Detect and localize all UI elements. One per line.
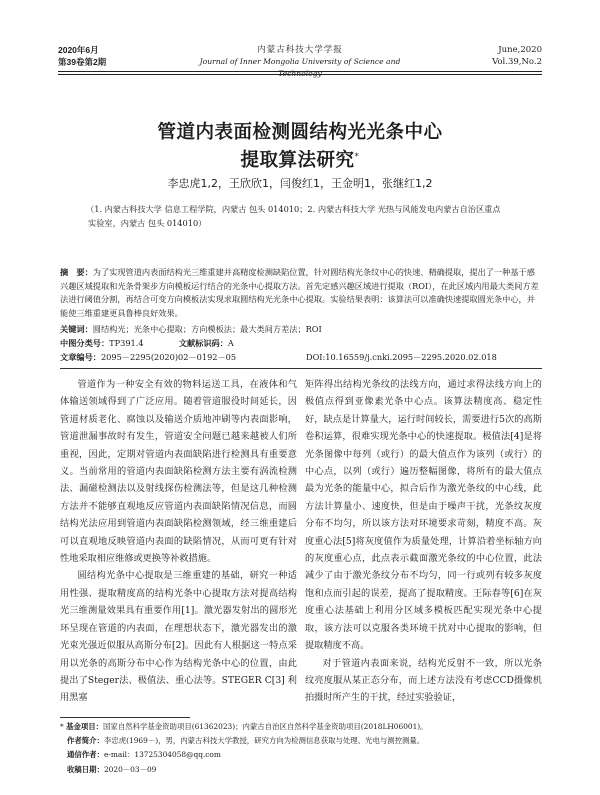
keywords: [60, 323, 542, 335]
header-journal-en: Journal of Inner Mongolia University of Science and Technology: [199, 57, 401, 78]
paper-title: [60, 120, 540, 173]
abstract-bottom-rule: [60, 368, 542, 369]
affiliation-line-1: （1. 内蒙古科技大学 信息工程学院，内蒙古 包头 014010；2. 内蒙古科技大学 光热与风能发电内蒙古自治区重点: [86, 204, 501, 214]
fund-text: 国家自然科学基金资助项目(61362023)；内蒙古自治区自然科学基金资助项目(2018LH06001)。: [103, 722, 428, 731]
footnote-fund: [60, 720, 542, 734]
article-no-value: 2095－2295(2020)02－0192－05: [100, 352, 237, 362]
header-date: 2020年6月: [58, 45, 99, 55]
clc-label: 中图分类号：: [60, 338, 110, 348]
footnote-received: [60, 763, 542, 777]
header-date-en: June,2020: [498, 45, 542, 55]
header-left: [58, 44, 106, 68]
header-rule-thin: [58, 74, 542, 75]
affiliation-line-2: 实验室，内蒙古 包头 014010）: [88, 218, 207, 228]
classification: [60, 337, 542, 349]
fund-label: 基金项目：: [66, 722, 104, 731]
affiliation: [86, 202, 526, 230]
title-line-2: [60, 145, 540, 173]
received-label: 收稿日期：: [67, 764, 104, 774]
author-label: 作者简介：: [67, 736, 104, 746]
keywords-label: 关键词：: [60, 324, 93, 334]
title-line-1: 管道内表面检测圆结构光光条中心: [157, 122, 443, 143]
doc-code-value: A: [227, 338, 234, 348]
body-right-column: [305, 376, 542, 707]
footnote-star: *: [60, 722, 64, 731]
body-paragraph: 矩阵得出结构光条纹的法线方向，通过求得法线方向上的极值点得到亚像素光条中心点。该算法精度高、稳定性好，缺点是计算量大，运行时间较长，需要进行5次的高斯卷积运算，很难实现光条中心的快速提取。极值法[4]是将光条图像中每列（或行）的最大值点作为该列（或行）的中心点，以列（或行）遍历整幅图像，将所有的最大值点最为光条的能量中心，拟合后作为激光条纹的中心线，此方法计算量小、速度快，但是由于噪声干扰，光条纹灰度分布不均匀，所以该方法对环境要求苛刻，精度不高。灰度重心法[5]将灰度值作为质量处理，计算沿着坐标轴方向的灰度重心点，此点表示截面激光条纹的中心位置，此法减少了由于激光条纹分布不均匀，同一行或列有较多灰度饱和点而引起的误差，提高了提取精度。王际春等[6]在灰度重心法基础上利用分区域多模板匹配实现光条中心提取，该方法可以克服各类环境干扰对中心提取的影响，但提取精度不高。: [305, 379, 542, 652]
abstract-label: 摘 要：: [60, 267, 93, 277]
received-date: 2020－03－09: [103, 764, 157, 774]
abstract: [60, 266, 542, 320]
header-center: [180, 44, 420, 80]
title-line-2-text: 提取算法研究: [240, 150, 355, 172]
body-left-column: [60, 376, 297, 707]
header-journal-cn: 内蒙古科技大学学报: [257, 45, 343, 55]
email-label: 通信作者：: [67, 750, 104, 760]
doi: DOI:10.16559/j.cnki.2095－2295.2020.02.018: [306, 352, 497, 362]
author-text: 李忠虎(1969－)，男，内蒙古科技大学教授，研究方向为检测信息获取与处理、光电与测控测量。: [103, 736, 425, 746]
footnote: [60, 720, 542, 777]
keywords-text: 圆结构光；光条中心提取；方向模板法；最大类间方差法；ROI: [92, 324, 322, 334]
header-volume-cn: 第39卷第2期: [58, 57, 107, 67]
article-no-label: 文章编号：: [60, 352, 101, 362]
header-rule: [58, 71, 542, 72]
footnote-email: [60, 748, 542, 762]
email-text: e-mail：13725304058@qq.com: [103, 750, 221, 760]
doc-code-label: 文献标识码：: [178, 338, 228, 348]
abstract-text: 为了实现管道内表面结构光三维重建并高精度检测缺陷位置，针对圆结构光条纹中心的快速、精确提取，提出了一种基于感兴趣区域提取和光条骨架步方向模板运行结合的光条中心提取方法。首先定感兴趣区域进行提取（ROI），在此区域内用最大类间方差法进行阈值分割，再结合可变方向模板法实现求取圆结构光光条中心提取。实验结果表明：该算法可以准确快速提取圆光条中心，并能使三维重建更具鲁棒良好效果。: [60, 267, 539, 318]
footnote-rule: [60, 717, 190, 718]
article-number: [60, 351, 542, 363]
body-paragraph: 圆结构光条中心提取是三维重建的基础，研究一种适用性强、提取精度高的结构光条中心提取方法对提高结构光三维测量效果具有重要作用[1]。激光器发射出的圆形光环呈现在管道的内表面，在理想状态下，激光器发出的激光束光强近似服从高斯分布[2]。因此有人根据这一特点采用以光条的高斯分布中心作为结构光条中心的位置，由此提出了Steger法、极值法、重心法等。STEGER C[3] 利用黑塞: [60, 570, 297, 704]
clc-value: TP391.4: [109, 338, 144, 348]
body-paragraph: 管道作为一种安全有效的物料运送工具，在液体和气体输送领域得到了广泛应用。随着管道服役时间延长，因管道材质老化、腐蚀以及输送介质地冲刷等内表面影响，管道泄漏事故时有发生，管道安全问题已越来越被人们所重视，因此，定期对管道内表面缺陷进行检测具有重要意义。当前常用的管道内表面缺陷检测方法主要有涡流检测法、漏磁检测法以及射线探伤检测法等，但是这几种检测方法并不能够直观地反应管道内表面缺陷情况信息，而圆结构光法应用到管道内表面缺陷检测领域，经三维重建后可以直观地反映管道内表面的缺陷情况，从而可更有针对性地采取相应维修或更换等补救措施。: [60, 379, 297, 565]
title-footnote-mark: *: [354, 152, 360, 162]
footnote-author: [60, 734, 542, 748]
body-paragraph: 对于管道内表面来说，结构光反射不一致，所以光条纹亮度服从某正态分布，而上述方法没有考虑CCD摄像机拍摄时所产生的干扰，经过实验验证，: [305, 657, 542, 704]
author-list: 李忠虎1,2，王欣欣1，闫俊红1，王金明1，张继红1,2: [167, 177, 433, 190]
header-volume-en: Vol.39,No.2: [492, 57, 542, 67]
header-right: [492, 44, 542, 68]
